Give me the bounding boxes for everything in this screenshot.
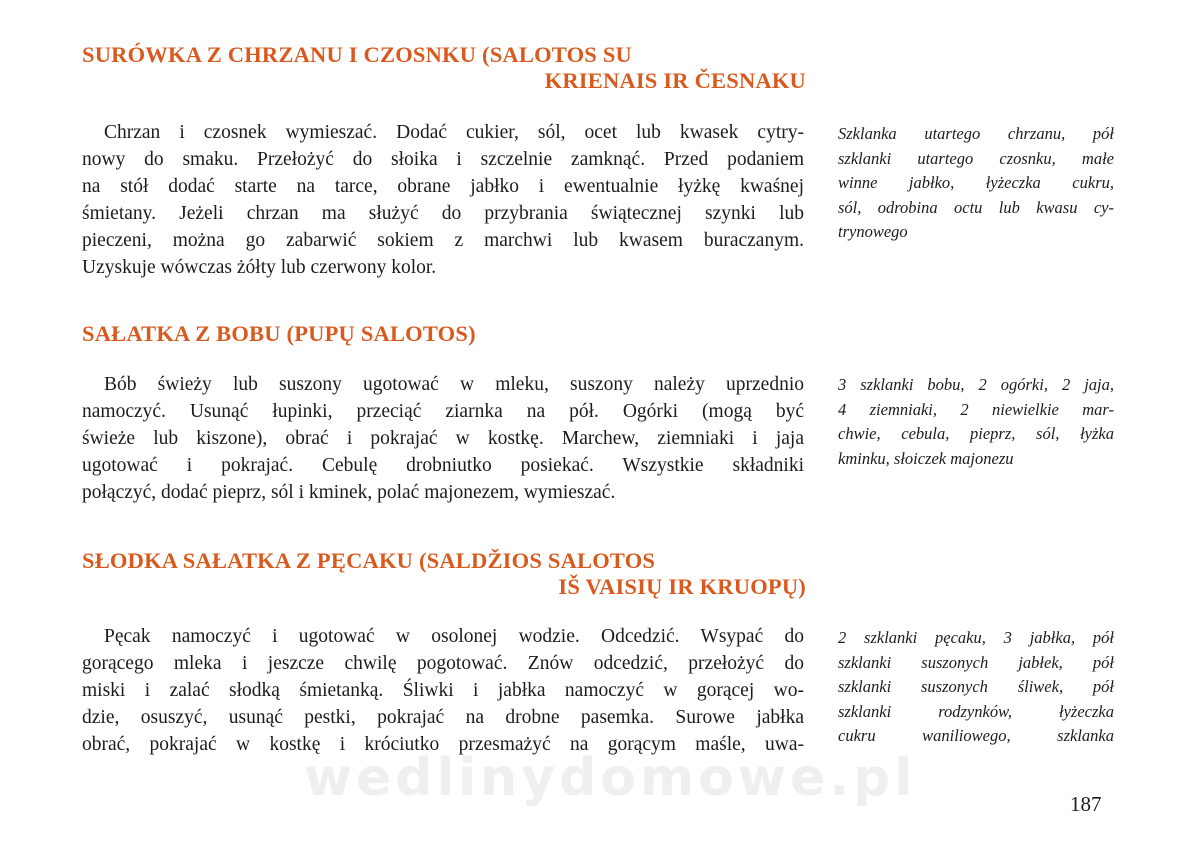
ingredient-line: szklanki suszonych śliwek, pół [838, 677, 1114, 696]
text-line: na stół dodać starte na tarce, obrane jabłko i ewentualnie łyżkę kwaśnej [82, 176, 804, 197]
text-line: śmietany. Jeżeli chrzan ma służyć do przybrania świątecznej szynki lub [82, 203, 804, 224]
ingredient-line: szklanki utartego czosnku, małe [838, 148, 1114, 168]
title-line: SURÓWKA Z CHRZANU I CZOSNKU (SALOTOS SU [82, 42, 632, 67]
recipe-title-pecak [82, 548, 806, 600]
text-line: Bób świeży lub suszony ugotować w mleku, suszony należy uprzednio [104, 374, 804, 395]
ingredient-line: kminku, słoiczek majonezu [838, 448, 1014, 468]
ingredient-line: 4 ziemniaki, 2 niewielkie mar- [838, 399, 1114, 419]
text-line: nowy do smaku. Przełożyć do słoika i szczelnie zamknąć. Przed podaniem [82, 149, 804, 170]
watermark: wedlinydomowe.pl [303, 748, 917, 808]
ingredient-line: Szklanka utartego chrzanu, pół [838, 124, 1114, 143]
text-line: dzie, osuszyć, usunąć pestki, pokrajać na drobne pasemka. Surowe jabłka [82, 707, 804, 728]
recipe-instructions-chrzan [82, 119, 804, 281]
ingredient-line: szklanki rodzynków, łyżeczka [838, 701, 1114, 721]
text-line: pieczeni, można go zabarwić sokiem z marchwi lub kwasem buraczanym. [82, 230, 804, 251]
ingredient-line: trynowego [838, 222, 908, 241]
text-line: miski i zalać słodką śmietanką. Śliwki i jabłka namoczyć w gorącej wo- [82, 680, 804, 701]
text-line: połączyć, dodać pieprz, sól i kminek, polać majonezem, wymieszać. [82, 482, 616, 503]
recipe-ingredients-pecak [838, 626, 1114, 749]
title-line: KRIENAIS IR ČESNAKU [544, 68, 806, 93]
text-line: świeże lub kiszone), obrać i pokrajać w kostkę. Marchew, ziemniaki i jaja [82, 428, 804, 449]
recipe-instructions-bob [82, 371, 804, 506]
text-line: obrać, pokrajać w kostkę i króciutko przesmażyć na gorącym maśle, uwa- [82, 734, 804, 755]
ingredient-line: sól, odrobina octu lub kwasu cy- [838, 197, 1114, 217]
recipe-title-chrzan [82, 42, 806, 94]
title-line: IŠ VAISIŲ IR KRUOPŲ) [558, 574, 806, 599]
recipe-ingredients-bob [838, 373, 1114, 471]
recipe-instructions-pecak [82, 623, 804, 758]
ingredient-line: winne jabłko, łyżeczka cukru, [838, 173, 1114, 192]
title-line: SŁODKA SAŁATKA Z PĘCAKU (SALDŽIOS SALOTOS [82, 548, 656, 573]
text-line: Chrzan i czosnek wymieszać. Dodać cukier, sól, ocet lub kwasek cytry- [104, 122, 804, 143]
ingredient-line: szklanki suszonych jabłek, pół [838, 652, 1114, 672]
title-line: SAŁATKA Z BOBU (PUPŲ SALOTOS) [82, 321, 476, 346]
text-line: Uzyskuje wówczas żółty lub czerwony kolor. [82, 257, 437, 278]
text-line: namoczyć. Usunąć łupinki, przeciąć ziarnka na pół. Ogórki (mogą być [82, 401, 804, 422]
ingredient-line: chwie, cebula, pieprz, sól, łyżka [838, 424, 1114, 443]
text-line: Pęcak namoczyć i ugotować w osolonej wodzie. Odcedzić. Wsypać do [104, 626, 804, 647]
ingredient-line: 3 szklanki bobu, 2 ogórki, 2 jaja, [838, 375, 1114, 394]
ingredient-line: 2 szklanki pęcaku, 3 jabłka, pół [838, 628, 1114, 647]
page-number: 187 [1070, 792, 1102, 816]
recipe-title-bob [82, 321, 806, 347]
ingredient-line: cukru waniliowego, szklanka [838, 726, 1114, 745]
text-line: gorącego mleka i jeszcze chwilę pogotować. Znów odcedzić, przełożyć do [82, 653, 804, 674]
text-line: ugotować i pokrajać. Cebulę drobniutko posiekać. Wszystkie składniki [82, 455, 804, 476]
recipe-ingredients-chrzan [838, 122, 1114, 245]
